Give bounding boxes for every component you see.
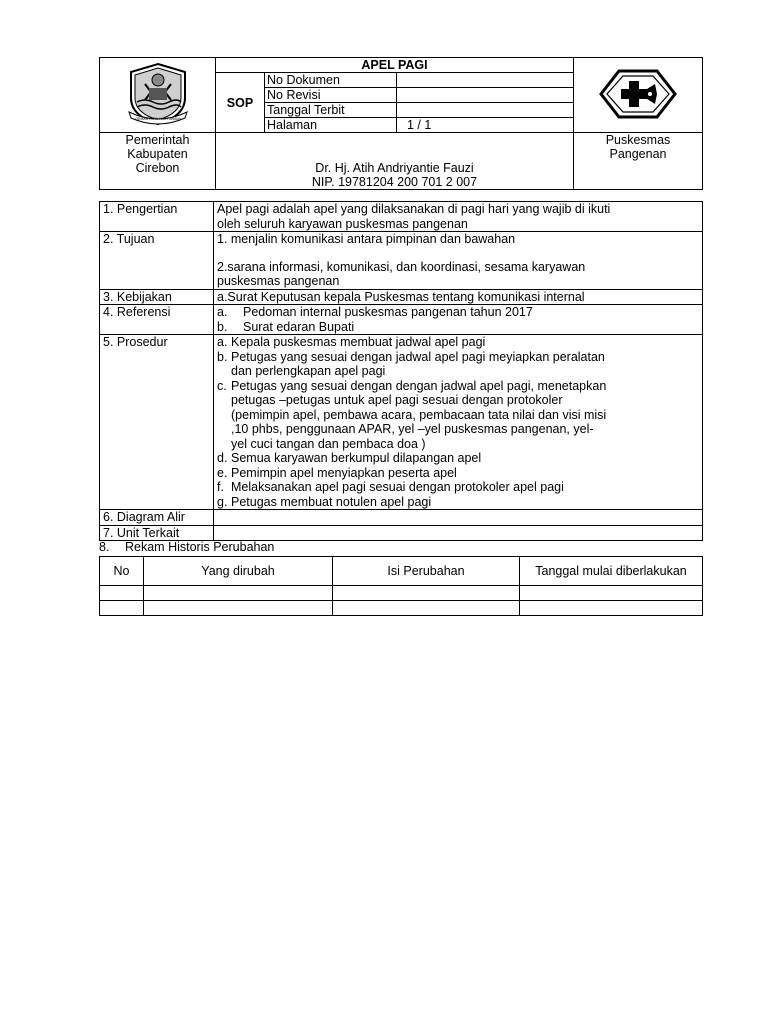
list-marker: b. xyxy=(217,319,228,334)
table-cell xyxy=(100,601,144,616)
list-item xyxy=(217,466,699,481)
history-col-no: No xyxy=(100,557,144,586)
signatory xyxy=(216,133,574,190)
table-cell xyxy=(100,586,144,601)
list-item xyxy=(217,350,699,379)
pengertian-label: 1. Pengertian xyxy=(100,202,214,232)
org-line: Puskesmas xyxy=(605,133,671,147)
table-cell xyxy=(333,586,520,601)
history-heading xyxy=(99,540,274,554)
text-line: oleh seluruh karyawan puskesmas pangenan xyxy=(217,216,468,231)
table-cell xyxy=(144,601,333,616)
list-text: petugas –petugas untuk apel pagi sesuai dengan protokoler xyxy=(231,393,563,407)
list-text: (pemimpin apel, pembawa acara, pembacaan tata nilai dan visi misi xyxy=(231,407,607,422)
signatory-nip: NIP. 19781204 200 701 2 007 xyxy=(311,175,478,189)
tujuan-label: 2. Tujuan xyxy=(100,232,214,290)
list-marker: a. xyxy=(217,335,228,349)
list-text: Petugas yang sesuai dengan jadwal apel pagi meyiapkan peralatan xyxy=(231,349,605,364)
list-marker: b. xyxy=(217,349,228,364)
doc-number-value xyxy=(397,73,574,88)
right-organization xyxy=(574,133,703,190)
list-item xyxy=(217,480,699,495)
document-title: APEL PAGI xyxy=(216,58,574,73)
doc-number-label: No Dokumen xyxy=(265,73,397,88)
prosedur-label: 5. Prosedur xyxy=(100,335,214,510)
list-marker: g. xyxy=(217,494,228,509)
referensi-label: 4. Referensi xyxy=(100,305,214,335)
table-row xyxy=(100,586,703,601)
kebijakan-text: a.Surat Keputusan kepala Puskesmas tentang komunikasi internal xyxy=(214,289,703,305)
list-text: Semua karyawan berkumpul dilapangan apel xyxy=(231,451,482,465)
history-col-date: Tanggal mulai diberlakukan xyxy=(520,557,703,586)
page-value: 1 / 1 xyxy=(397,118,574,133)
history-title: Rekam Historis Perubahan xyxy=(125,540,275,554)
history-table xyxy=(99,556,703,616)
table-cell xyxy=(333,601,520,616)
history-col-content: Isi Perubahan xyxy=(333,557,520,586)
history-number: 8. xyxy=(99,540,110,554)
sop-content-table xyxy=(99,201,703,541)
tujuan-text xyxy=(214,232,703,290)
sop-label: SOP xyxy=(216,73,265,133)
list-item xyxy=(217,451,699,466)
kebijakan-label: 3. Kebijakan xyxy=(100,289,214,305)
sop-header-table xyxy=(99,57,703,190)
revision-value xyxy=(397,88,574,103)
text-line: 2.sarana informasi, komunikasi, dan koordinasi, sesama karyawan xyxy=(217,259,586,274)
list-text: dan perlengkapan apel pagi xyxy=(231,364,386,378)
list-text: ,10 phbs, penggunaan APAR, yel –yel puskesmas pangenan, yel- xyxy=(231,422,594,436)
list-item xyxy=(217,495,699,510)
revision-label: No Revisi xyxy=(265,88,397,103)
text-line: 1. menjalin komunikasi antara pimpinan dan bawahan xyxy=(217,232,516,246)
crest-motto: GEMAH RIPAH LOH JINAWI xyxy=(134,116,181,121)
issue-date-value xyxy=(397,103,574,118)
list-text: yel cuci tangan dan pembaca doa ) xyxy=(231,436,426,451)
list-marker: c. xyxy=(217,378,227,393)
text-line: puskesmas pangenan xyxy=(217,274,340,288)
unit-terkait-label: 7. Unit Terkait xyxy=(100,525,214,541)
list-text: Surat edaran Bupati xyxy=(243,319,355,334)
list-item xyxy=(217,335,699,350)
table-cell xyxy=(144,586,333,601)
regency-crest-icon xyxy=(125,62,191,126)
signatory-name: Dr. Hj. Atih Andriyantie Fauzi xyxy=(315,161,474,175)
history-col-changed: Yang dirubah xyxy=(144,557,333,586)
unit-terkait-value xyxy=(214,525,703,541)
list-item xyxy=(217,305,699,320)
left-organization xyxy=(100,133,216,190)
table-row xyxy=(100,601,703,616)
prosedur-list xyxy=(214,335,703,510)
pengertian-text xyxy=(214,202,703,232)
list-text: Petugas yang sesuai dengan dengan jadwal apel pagi, menetapkan xyxy=(231,378,607,393)
list-text: Pedoman internal puskesmas pangenan tahun 2017 xyxy=(243,305,533,319)
org-line: Pemerintah xyxy=(125,133,190,147)
list-text: Kepala puskesmas membuat jadwal apel pagi xyxy=(231,335,486,349)
list-text: Melaksanakan apel pagi sesuai dengan protokoler apel pagi xyxy=(231,480,564,494)
left-logo-cell xyxy=(100,58,216,133)
list-marker: d. xyxy=(217,451,228,465)
page-label: Halaman xyxy=(265,118,397,133)
list-item xyxy=(217,320,699,335)
list-marker: a. xyxy=(217,305,228,319)
right-logo-cell xyxy=(574,58,703,133)
list-text: Pemimpin apel menyiapkan peserta apel xyxy=(231,465,457,480)
puskesmas-logo-icon xyxy=(599,69,677,119)
diagram-alir-value xyxy=(214,510,703,526)
list-text: Petugas membuat notulen apel pagi xyxy=(231,494,432,509)
org-line: Cirebon xyxy=(135,161,180,175)
text-line: Apel pagi adalah apel yang dilaksanakan di pagi hari yang wajib di ikuti xyxy=(217,202,611,216)
table-cell xyxy=(520,586,703,601)
org-line: Pangenan xyxy=(609,147,667,161)
issue-date-label: Tanggal Terbit xyxy=(265,103,397,118)
list-marker: e. xyxy=(217,465,228,480)
table-cell xyxy=(520,601,703,616)
diagram-alir-label: 6. Diagram Alir xyxy=(100,510,214,526)
list-marker: f. xyxy=(217,480,224,494)
org-line: Kabupaten xyxy=(127,147,188,161)
referensi-list xyxy=(214,305,703,335)
list-item xyxy=(217,379,699,452)
